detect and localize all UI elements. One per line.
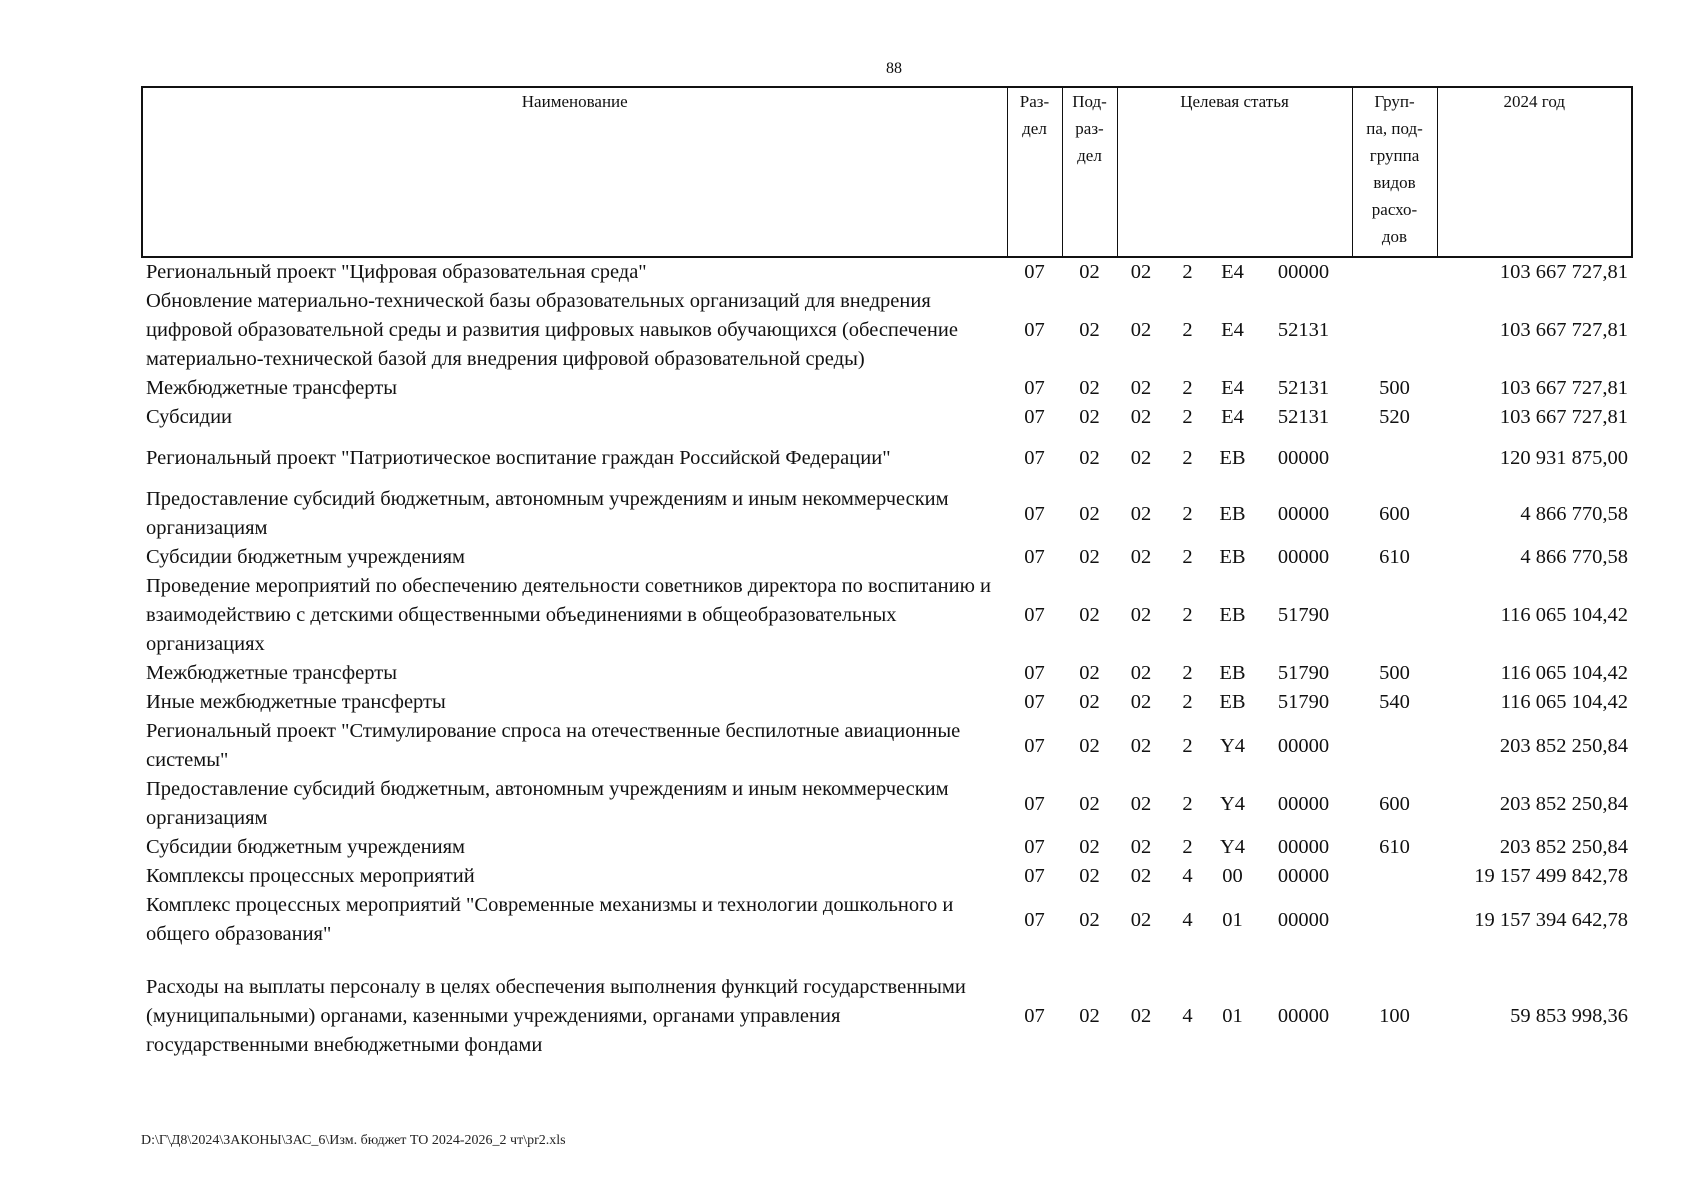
cell-razdel: 07 — [1024, 865, 1045, 887]
cell-cs3: Y4 — [1219, 836, 1246, 858]
cell-sum: 103 667 727,81 — [1499, 406, 1628, 428]
header-target: Целевая статья — [1117, 87, 1352, 257]
cell-cs2: 2 — [1182, 377, 1193, 399]
cell-grp: 500 — [1379, 662, 1410, 684]
cell-cs3: ЕВ — [1219, 546, 1246, 568]
header-name: Наименование — [142, 87, 1007, 257]
cell-cs2: 2 — [1182, 319, 1193, 341]
table-header — [142, 87, 1632, 257]
cell-grp: 610 — [1379, 836, 1410, 858]
cell-grp — [1352, 891, 1437, 949]
cell-cs4: 00000 — [1277, 734, 1330, 757]
cell-name: Комплексы процессных мероприятий — [146, 865, 475, 887]
cell-razdel: 07 — [1024, 662, 1045, 684]
cell-cs2: 4 — [1182, 1005, 1193, 1027]
cell-cs4: 00000 — [1277, 792, 1330, 815]
cell-name: Субсидии бюджетным учреждениям — [146, 836, 466, 858]
cell-grp: 540 — [1379, 691, 1410, 713]
cell-razdel: 07 — [1024, 546, 1045, 568]
header-podrazdel: Под- раз- дел — [1062, 87, 1117, 257]
cell-pod: 02 — [1079, 604, 1100, 626]
table-row — [142, 688, 1632, 717]
cell-name: Региональный проект "Стимулирование спроса на отечественные беспилотные авиационные системы" — [146, 720, 961, 771]
cell-cs4: 00000 — [1277, 502, 1330, 525]
cell-cs4: 52131 — [1277, 406, 1330, 428]
cell-razdel: 07 — [1024, 908, 1045, 931]
table-row — [142, 473, 1632, 543]
cell-cs2: 4 — [1182, 908, 1193, 931]
table-row — [142, 862, 1632, 891]
cell-cs2: 2 — [1182, 546, 1193, 568]
cell-cs1: 02 — [1130, 734, 1152, 757]
cell-cs2: 2 — [1182, 662, 1193, 684]
cell-cs4: 00000 — [1277, 447, 1330, 469]
cell-cs1: 02 — [1130, 377, 1152, 399]
cell-sum: 203 852 250,84 — [1499, 734, 1628, 757]
cell-cs1: 02 — [1130, 1005, 1152, 1027]
cell-sum: 116 065 104,42 — [1500, 691, 1628, 713]
cell-pod: 02 — [1079, 734, 1100, 757]
cell-cs4: 00000 — [1277, 908, 1330, 931]
cell-sum: 19 157 499 842,78 — [1474, 865, 1628, 887]
cell-sum: 4 866 770,58 — [1520, 502, 1628, 525]
cell-grp — [1352, 287, 1437, 374]
table-row — [142, 833, 1632, 862]
cell-razdel: 07 — [1024, 604, 1045, 626]
cell-cs2: 2 — [1182, 836, 1193, 858]
cell-grp: 610 — [1379, 546, 1410, 568]
cell-pod: 02 — [1079, 502, 1100, 525]
cell-sum: 4 866 770,58 — [1520, 546, 1628, 568]
cell-cs3: 01 — [1222, 1005, 1243, 1027]
cell-cs4: 00000 — [1277, 261, 1330, 283]
page-number: 88 — [886, 60, 902, 77]
cell-cs3: 00 — [1222, 865, 1243, 887]
cell-cs2: 4 — [1182, 865, 1193, 887]
cell-cs4: 51790 — [1277, 691, 1330, 713]
cell-name: Региональный проект "Патриотическое воспитание граждан Российской Федерации" — [146, 447, 891, 469]
cell-cs2: 2 — [1182, 604, 1193, 626]
cell-cs3: Е4 — [1221, 377, 1244, 399]
cell-sum: 19 157 394 642,78 — [1474, 908, 1628, 931]
cell-name: Комплекс процессных мероприятий "Современные механизмы и технологии дошкольного и общего образования" — [146, 894, 954, 945]
cell-grp — [1352, 572, 1437, 659]
cell-name: Межбюджетные трансферты — [146, 377, 397, 399]
cell-name: Обновление материально-технической базы образовательных организаций для внедрения цифровой образовательной среды и развития цифровых навыков обучающихся (обеспечение материально-технической базой для внедрения цифровой образовательной среды) — [146, 290, 958, 370]
cell-cs1: 02 — [1130, 691, 1152, 713]
cell-name: Субсидии бюджетным учреждениям — [146, 546, 466, 568]
table-row — [142, 257, 1632, 287]
cell-sum: 203 852 250,84 — [1499, 836, 1628, 858]
cell-cs4: 51790 — [1277, 662, 1330, 684]
cell-pod: 02 — [1079, 319, 1100, 341]
cell-sum: 203 852 250,84 — [1499, 792, 1628, 815]
cell-cs2: 2 — [1182, 691, 1193, 713]
cell-pod: 02 — [1079, 792, 1100, 815]
cell-cs1: 02 — [1130, 502, 1152, 525]
table-row — [142, 572, 1632, 659]
cell-cs1: 02 — [1130, 908, 1152, 931]
cell-name: Региональный проект "Цифровая образовательная среда" — [146, 261, 647, 283]
cell-grp: 600 — [1379, 792, 1410, 815]
cell-razdel: 07 — [1024, 691, 1045, 713]
cell-cs1: 02 — [1130, 865, 1152, 887]
cell-cs1: 02 — [1130, 604, 1152, 626]
cell-cs3: Е4 — [1221, 261, 1244, 283]
cell-cs1: 02 — [1130, 319, 1152, 341]
cell-cs3: Е4 — [1221, 319, 1244, 341]
table-row — [142, 403, 1632, 432]
cell-cs4: 00000 — [1277, 546, 1330, 568]
cell-pod: 02 — [1079, 261, 1100, 283]
cell-cs2: 2 — [1182, 406, 1193, 428]
cell-cs3: 01 — [1222, 908, 1243, 931]
cell-pod: 02 — [1079, 377, 1100, 399]
cell-cs2: 2 — [1182, 734, 1193, 757]
cell-razdel: 07 — [1024, 502, 1045, 525]
cell-grp — [1352, 257, 1437, 287]
cell-razdel: 07 — [1024, 261, 1045, 283]
cell-pod: 02 — [1079, 406, 1100, 428]
cell-cs3: Е4 — [1221, 406, 1244, 428]
cell-razdel: 07 — [1024, 377, 1045, 399]
cell-pod: 02 — [1079, 1005, 1100, 1027]
cell-razdel: 07 — [1024, 1005, 1045, 1027]
cell-name: Предоставление субсидий бюджетным, автономным учреждениям и иным некоммерческим организациям — [146, 778, 949, 829]
cell-razdel: 07 — [1024, 836, 1045, 858]
cell-grp — [1352, 862, 1437, 891]
cell-cs2: 2 — [1182, 792, 1193, 815]
cell-grp — [1352, 432, 1437, 473]
cell-grp: 600 — [1379, 502, 1410, 525]
cell-name: Проведение мероприятий по обеспечению деятельности советников директора по воспитанию и взаимодействию с детскими общественными объединениями в общеобразовательных организациях — [146, 575, 991, 655]
header-group: Груп- па, под- группа видов расхо- дов — [1352, 87, 1437, 257]
cell-grp: 500 — [1379, 377, 1410, 399]
cell-cs1: 02 — [1130, 546, 1152, 568]
table-row — [142, 287, 1632, 374]
cell-cs4: 00000 — [1277, 836, 1330, 858]
cell-pod: 02 — [1079, 865, 1100, 887]
cell-cs3: ЕВ — [1219, 691, 1246, 713]
table-body — [142, 257, 1632, 1060]
cell-cs4: 00000 — [1277, 865, 1330, 887]
footer-file-path: D:\Г\Д8\2024\ЗАКОНЫ\ЗАС_6\Изм. бюджет ТО 2024-2026_2 чт\pr2.xls — [141, 1133, 566, 1148]
cell-razdel: 07 — [1024, 319, 1045, 341]
cell-sum: 59 853 998,36 — [1510, 1005, 1628, 1027]
cell-cs4: 52131 — [1277, 377, 1330, 399]
cell-cs1: 02 — [1130, 662, 1152, 684]
table-row — [142, 891, 1632, 949]
table-row — [142, 374, 1632, 403]
cell-grp — [1352, 717, 1437, 775]
cell-razdel: 07 — [1024, 792, 1045, 815]
cell-name: Субсидии — [146, 406, 233, 428]
cell-sum: 116 065 104,42 — [1500, 604, 1628, 626]
cell-cs1: 02 — [1130, 406, 1152, 428]
header-razdel: Раз- дел — [1007, 87, 1062, 257]
cell-name: Иные межбюджетные трансферты — [146, 691, 446, 713]
budget-table — [141, 86, 1633, 1060]
cell-cs1: 02 — [1130, 792, 1152, 815]
table-row — [142, 659, 1632, 688]
table-row — [142, 949, 1632, 1060]
cell-pod: 02 — [1079, 836, 1100, 858]
cell-cs4: 52131 — [1277, 319, 1330, 341]
cell-pod: 02 — [1079, 691, 1100, 713]
cell-cs3: ЕВ — [1219, 604, 1246, 626]
cell-cs2: 2 — [1182, 502, 1193, 525]
cell-razdel: 07 — [1024, 406, 1045, 428]
cell-sum: 103 667 727,81 — [1499, 261, 1628, 283]
cell-cs2: 2 — [1182, 261, 1193, 283]
table-row — [142, 717, 1632, 775]
cell-cs3: ЕВ — [1219, 447, 1246, 469]
cell-name: Межбюджетные трансферты — [146, 662, 397, 684]
cell-cs4: 51790 — [1277, 604, 1330, 626]
cell-pod: 02 — [1079, 447, 1100, 469]
cell-sum: 103 667 727,81 — [1499, 319, 1628, 341]
cell-razdel: 07 — [1024, 447, 1045, 469]
cell-cs4: 00000 — [1277, 1005, 1330, 1027]
cell-cs1: 02 — [1130, 447, 1152, 469]
cell-sum: 103 667 727,81 — [1499, 377, 1628, 399]
table-row — [142, 432, 1632, 473]
cell-cs2: 2 — [1182, 447, 1193, 469]
cell-cs3: Y4 — [1219, 734, 1246, 757]
table-row — [142, 543, 1632, 572]
cell-sum: 116 065 104,42 — [1500, 662, 1628, 684]
cell-cs3: ЕВ — [1219, 502, 1246, 525]
cell-name: Предоставление субсидий бюджетным, автономным учреждениям и иным некоммерческим организациям — [146, 488, 949, 539]
cell-cs3: ЕВ — [1219, 662, 1246, 684]
cell-pod: 02 — [1079, 908, 1100, 931]
cell-razdel: 07 — [1024, 734, 1045, 757]
cell-sum: 120 931 875,00 — [1499, 447, 1628, 469]
cell-pod: 02 — [1079, 662, 1100, 684]
cell-cs1: 02 — [1130, 836, 1152, 858]
cell-pod: 02 — [1079, 546, 1100, 568]
cell-cs3: Y4 — [1219, 792, 1246, 815]
cell-grp: 520 — [1379, 406, 1410, 428]
cell-grp: 100 — [1379, 1005, 1410, 1027]
cell-name: Расходы на выплаты персоналу в целях обеспечения выполнения функций государственными (муниципальными) органами, казенными учреждениями, органами управления государственными внебюджетными фондами — [146, 976, 966, 1056]
table-row — [142, 775, 1632, 833]
cell-cs1: 02 — [1130, 261, 1152, 283]
header-year: 2024 год — [1437, 87, 1632, 257]
